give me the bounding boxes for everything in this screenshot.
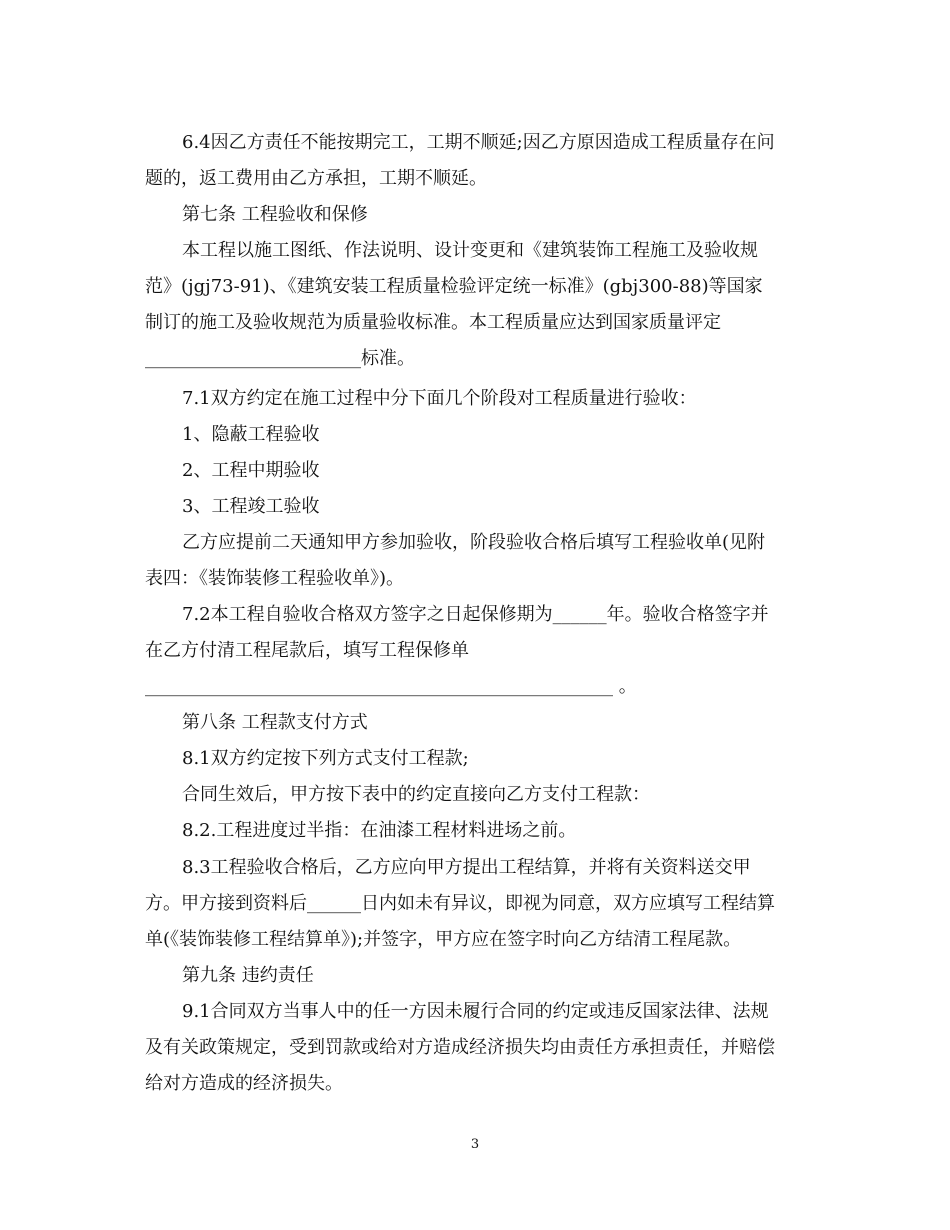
paragraph-line: ____________________________________________________ 。 <box>145 676 637 697</box>
paragraph-line: 7.2本工程自验收合格双方签字之日起保修期为______年。验收合格签字并 <box>182 604 769 625</box>
paragraph-line: 本工程以施工图纸、作法说明、设计变更和《建筑装饰工程施工及验收规 <box>182 240 758 261</box>
list-item: 1、隐蔽工程验收 <box>182 424 320 445</box>
list-item: 3、工程竣工验收 <box>182 496 320 517</box>
paragraph-line: 方。甲方接到资料后______日内如未有异议，即视为同意，双方应填写工程结算 <box>145 893 775 914</box>
paragraph-line: 合同生效后，甲方按下表中的约定直接向乙方支付工程款： <box>182 784 650 805</box>
paragraph-line: 题的，返工费用由乙方承担，工期不顺延。 <box>145 168 487 189</box>
section-heading: 第七条 工程验收和保修 <box>182 204 368 225</box>
paragraph-line: 8.2.工程进度过半指：在油漆工程材料进场之前。 <box>182 820 577 841</box>
paragraph-line: 给对方造成的经济损失。 <box>145 1073 343 1094</box>
paragraph-line: 范》(jgj73-91)、《建筑安装工程质量检验评定统一标准》(gbj300-88)等国家 <box>145 276 763 297</box>
paragraph-line: 单(《装饰装修工程结算单》);并签字，甲方应在签字时向乙方结清工程尾款。 <box>145 929 742 950</box>
section-heading: 第九条 违约责任 <box>182 965 314 986</box>
paragraph-line: 及有关政策规定，受到罚款或给对方造成经济损失均由责任方承担责任，并赔偿 <box>145 1037 775 1058</box>
paragraph-line: 乙方应提前二天通知甲方参加验收，阶段验收合格后填写工程验收单(见附 <box>182 532 766 553</box>
paragraph-line: 8.1双方约定按下列方式支付工程款; <box>182 748 469 769</box>
paragraph-line: ________________________标准。 <box>145 348 415 369</box>
list-item: 2、工程中期验收 <box>182 460 320 481</box>
paragraph-line: 9.1合同双方当事人中的任一方因未履行合同的约定或违反国家法律、法规 <box>182 1001 769 1022</box>
paragraph-line: 表四：《装饰装修工程验收单》)。 <box>145 568 405 589</box>
paragraph-line: 制订的施工及验收规范为质量验收标准。本工程质量应达到国家质量评定 <box>145 312 721 333</box>
paragraph-line: 7.1双方约定在施工过程中分下面几个阶段对工程质量进行验收： <box>182 388 697 409</box>
page-number: 3 <box>470 1137 480 1152</box>
paragraph-line: 在乙方付清工程尾款后，填写工程保修单 <box>145 640 469 661</box>
paragraph-line: 8.3工程验收合格后，乙方应向甲方提出工程结算，并将有关资料送交甲 <box>182 857 751 878</box>
paragraph-line: 6.4因乙方责任不能按期完工，工期不顺延;因乙方原因造成工程质量存在问 <box>182 132 775 153</box>
section-heading: 第八条 工程款支付方式 <box>182 712 368 733</box>
